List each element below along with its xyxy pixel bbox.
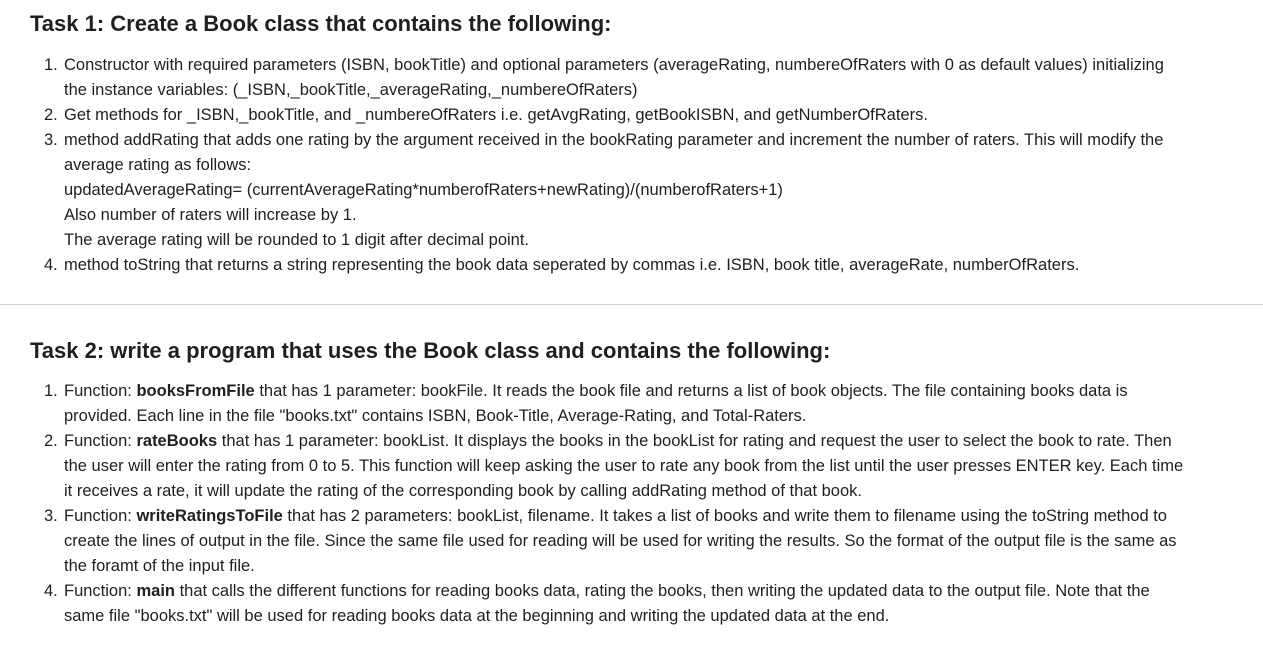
task2-item-1: [44, 379, 1263, 429]
task1-title: Task 1: Create a Book class that contains the following:: [30, 11, 612, 36]
item-text-line: the foramt of the input file.: [64, 557, 255, 575]
task1-item-1: [44, 53, 1263, 103]
item-text: that has 1 parameter: bookList. It displays the books in the bookList for rating and request the user to select the book to rate. Then: [217, 432, 1172, 450]
formula-line: updatedAverageRating= (currentAverageRating*numberofRaters+newRating)/(numberofRaters+1): [64, 181, 783, 199]
task2-item-2: [44, 429, 1263, 504]
task2-list: [0, 379, 1263, 629]
list-number: 1.: [44, 382, 58, 400]
section-divider: [0, 304, 1263, 305]
item-text-line: Constructor with required parameters (ISBN, bookTitle) and optional parameters (averageRating, numbereOfRaters with 0 as default values) initializing: [64, 56, 1164, 74]
function-name: writeRatingsToFile: [136, 507, 283, 525]
item-text-line: it receives a rate, it will update the rating of the corresponding book by calling addRating method of that book.: [64, 482, 862, 500]
function-name: booksFromFile: [136, 382, 255, 400]
item-text-line: method toString that returns a string representing the book data seperated by commas i.e. ISBN, book title, averageRate, numberOfRaters.: [64, 256, 1080, 274]
item-text-line: [64, 379, 1263, 404]
item-text-line: Get methods for _ISBN,_bookTitle, and _numbereOfRaters i.e. getAvgRating, getBookISBN, and getNumberOfRaters.: [64, 106, 928, 124]
list-number: 2.: [44, 432, 58, 450]
function-prefix: Function:: [64, 382, 137, 400]
item-text-line: [64, 579, 1263, 604]
item-text-line: [64, 429, 1263, 454]
task1-item-4: [44, 253, 1263, 278]
list-number: 3.: [44, 131, 58, 149]
item-text-line: Also number of raters will increase by 1.: [64, 206, 357, 224]
item-text-line: The average rating will be rounded to 1 digit after decimal point.: [64, 231, 530, 249]
list-number: 3.: [44, 507, 58, 525]
list-number: 2.: [44, 106, 58, 124]
task1-item-2: [44, 103, 1263, 128]
item-text-line: method addRating that adds one rating by the argument received in the bookRating parameter and increment the number of raters. This will modify the: [64, 131, 1164, 149]
item-text-line: [64, 504, 1263, 529]
item-text: that has 2 parameters: bookList, filename. It takes a list of books and write them to filename using the toString method to: [282, 507, 1167, 525]
item-text-line: the instance variables: (_ISBN,_bookTitle,_averageRating,_numbereOfRaters): [64, 81, 638, 99]
item-text-line: same file "books.txt" will be used for reading books data at the beginning and writing the updated data at the end.: [64, 607, 890, 625]
task2-item-3: [44, 504, 1263, 579]
function-prefix: Function:: [64, 507, 137, 525]
list-number: 1.: [44, 56, 58, 74]
function-name: rateBooks: [136, 432, 218, 450]
list-number: 4.: [44, 582, 58, 600]
function-prefix: Function:: [64, 432, 137, 450]
item-text-line: provided. Each line in the file "books.txt" contains ISBN, Book-Title, Average-Rating, and Total-Raters.: [64, 407, 807, 425]
item-text-line: the user will enter the rating from 0 to 5. This function will keep asking the user to rate any book from the list until the user presses ENTER key. Each time: [64, 457, 1184, 475]
task1-list: [0, 53, 1263, 278]
task2-item-4: [44, 579, 1263, 629]
function-name: main: [136, 582, 175, 600]
function-prefix: Function:: [64, 582, 137, 600]
item-text: that has 1 parameter: bookFile. It reads the book file and returns a list of book objects. The file containing books data is: [254, 382, 1128, 400]
task1-item-3: [44, 128, 1263, 253]
item-text-line: average rating as follows:: [64, 156, 252, 174]
item-text: that calls the different functions for reading books data, rating the books, then writing the updated data to the output file. Note that the: [174, 582, 1150, 600]
list-number: 4.: [44, 256, 58, 274]
item-text-line: create the lines of output in the file. Since the same file used for reading will be used for writing the results. So the format of the output file is the same as: [64, 532, 1177, 550]
task2-title: Task 2: write a program that uses the Book class and contains the following:: [30, 338, 831, 363]
